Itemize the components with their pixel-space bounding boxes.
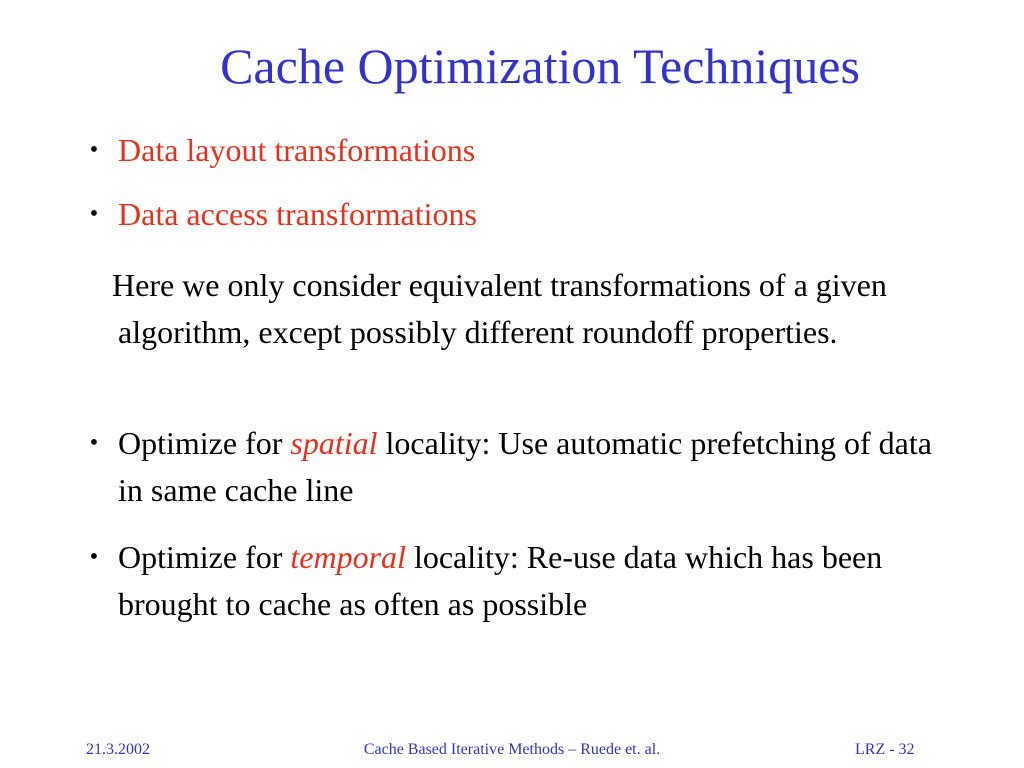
bullet-text: Data access transformations (118, 196, 477, 232)
slide-title: Cache Optimization Techniques (220, 38, 860, 94)
bullet-dot-icon: • (89, 137, 99, 163)
bullet-text (118, 534, 948, 628)
bullet-suffix: locality: Use automatic prefetching of data in same cache line (118, 425, 932, 508)
bullet-prefix: Optimize for (118, 539, 291, 575)
footer-page-number: LRZ - 32 (855, 741, 915, 758)
bullet-dot-icon: • (89, 201, 99, 227)
footer-title: Cache Based Iterative Methods – Ruede et. al. (363, 741, 661, 758)
bullet-text: Data layout transformations (118, 132, 476, 168)
footer-date: 21.3.2002 (86, 741, 150, 758)
bullet-suffix: locality: Re-use data which has been brought to cache as often as possible (118, 539, 883, 622)
emphasis-temporal: temporal (290, 539, 406, 575)
bullet-dot-icon: • (89, 544, 99, 570)
bullet-prefix: Optimize for (118, 425, 291, 461)
bullet-text (118, 420, 948, 514)
explanation-paragraph: Here we only consider equivalent transformations of a given algorithm, except possibly different roundoff properties. (112, 267, 887, 350)
bullet-dot-icon: • (89, 430, 99, 456)
emphasis-spatial: spatial (290, 425, 378, 461)
